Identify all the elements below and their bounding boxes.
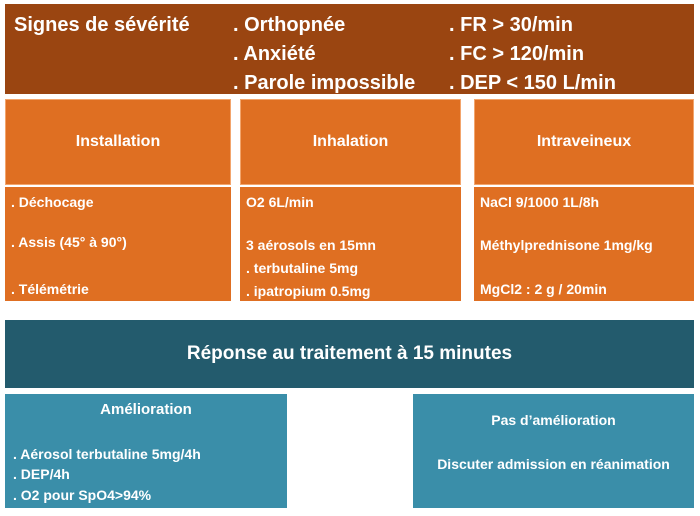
measure-item: . FC > 120/min: [449, 43, 585, 65]
inhalation-item: 3 aérosols en 15mn: [246, 237, 376, 253]
inhalation-item: . ipatropium 0.5mg: [246, 283, 371, 299]
inhalation-box: [240, 187, 461, 301]
no-improvement-box: [413, 394, 694, 508]
measure-item: . FR > 30/min: [449, 14, 573, 36]
inhalation-item: . terbutaline 5mg: [246, 260, 359, 276]
intraveineux-item: Méthylprednisone 1mg/kg: [480, 237, 653, 253]
improvement-box: [5, 394, 287, 508]
measure-item: . DEP < 150 L/min: [449, 72, 616, 94]
improvement-item: . DEP/4h: [13, 466, 70, 482]
severity-title: Signes de sévérité: [14, 14, 190, 36]
intraveineux-item: MgCl2 : 2 g / 20min: [480, 281, 607, 297]
symptom-item: . Parole impossible: [233, 72, 416, 94]
installation-item: . Assis (45° à 90°): [11, 234, 127, 250]
severity-measures: [449, 11, 616, 98]
improvement-item: . O2 pour SpO4>94%: [13, 487, 152, 503]
symptom-item: . Orthopnée: [233, 14, 346, 36]
response-banner: Réponse au traitement à 15 minutes: [5, 320, 694, 388]
symptom-item: . Anxiété: [233, 43, 316, 65]
inhalation-item: O2 6L/min: [246, 194, 314, 210]
header-inhalation: Inhalation: [240, 99, 461, 185]
installation-box: [5, 187, 231, 301]
improvement-item: . Aérosol terbutaline 5mg/4h: [13, 446, 201, 462]
installation-item: . Déchocage: [11, 194, 94, 210]
header-installation: Installation: [5, 99, 231, 185]
header-intraveineux: Intraveineux: [474, 99, 694, 185]
intraveineux-box: [474, 187, 694, 301]
no-improvement-text: Discuter admission en réanimation: [437, 456, 670, 472]
severity-banner: [5, 4, 694, 94]
severity-symptoms: [233, 11, 415, 98]
no-improvement-title: Pas d’amélioration: [491, 412, 616, 428]
installation-item: . Télémétrie: [11, 281, 89, 297]
intraveineux-item: NaCl 9/1000 1L/8h: [480, 194, 600, 210]
improvement-title: Amélioration: [100, 401, 192, 418]
